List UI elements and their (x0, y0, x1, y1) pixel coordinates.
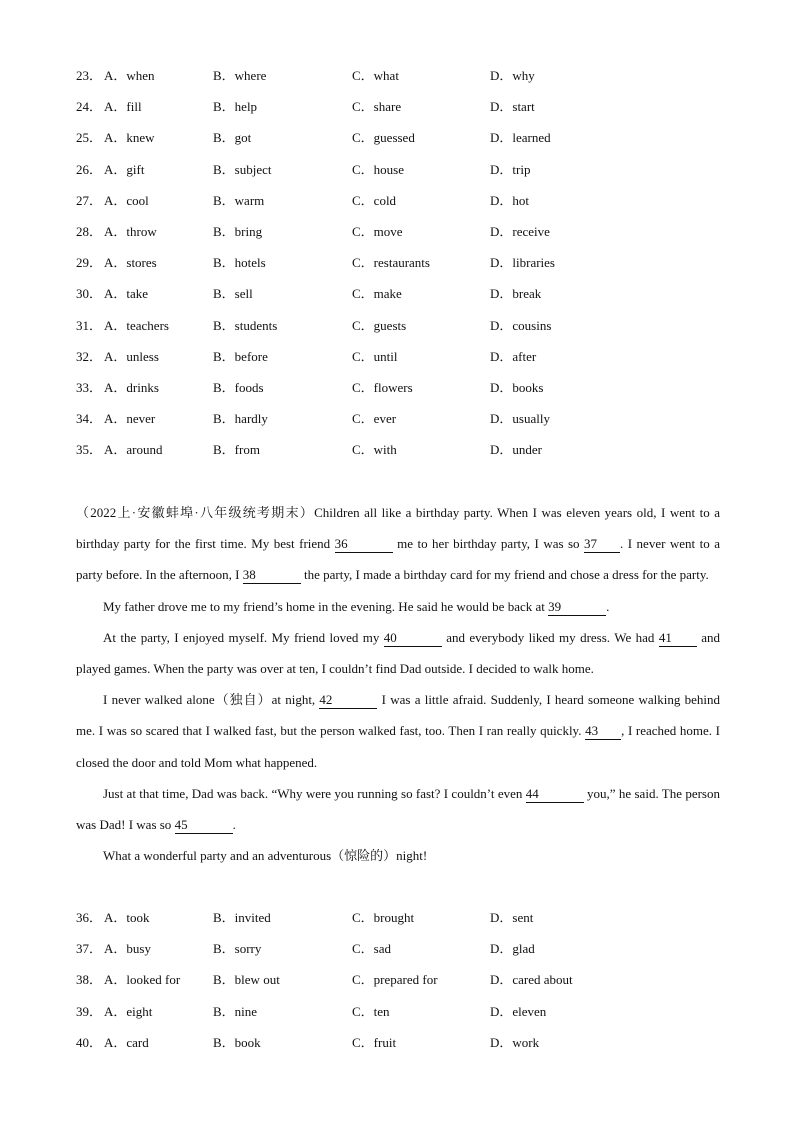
passage-text: you,” he said. The person was Dad! I was so (76, 785, 720, 833)
question-list-bottom (76, 902, 736, 1058)
question-number: 29． (76, 255, 103, 271)
question-row (76, 60, 736, 91)
question-number: 31． (76, 317, 103, 333)
passage-paragraph-3 (76, 622, 720, 684)
question-row (76, 278, 736, 309)
option-b: B．where (213, 68, 267, 83)
option-c: C．restaurants (352, 255, 430, 271)
question-number: 28． (76, 223, 103, 239)
option-a: A．stores (104, 255, 157, 271)
option-c: C．brought (352, 910, 415, 925)
question-list-top (76, 60, 736, 465)
passage-text: and everybody liked my dress. We had (441, 629, 659, 645)
question-number: 26． (76, 161, 103, 177)
option-c: C．guessed (352, 130, 415, 146)
option-b: B．sell (213, 286, 253, 302)
option-b: B．warm (213, 192, 265, 208)
question-number: 24． (76, 99, 103, 115)
passage-text: （2022上·安徽蚌埠·八年级统考期末）Children all like a birthday party. When I was eleven years old, I went to a birthday party for the first time. My best friend (76, 505, 720, 552)
option-a: A．around (104, 442, 163, 458)
question-row (76, 91, 736, 122)
option-d: D．under (490, 442, 542, 458)
option-a: A．gift (104, 161, 145, 177)
blank-43: 43 (585, 723, 621, 740)
option-b: B．got (213, 130, 252, 146)
option-c: C．make (352, 286, 402, 302)
blank-41: 41 (659, 630, 697, 647)
option-d: D．eleven (490, 1003, 547, 1019)
option-d: D．glad (490, 941, 535, 957)
option-b: B．from (213, 442, 260, 458)
option-c: C．house (352, 161, 405, 177)
option-d: D．books (490, 379, 544, 395)
option-c: C．flowers (352, 379, 413, 395)
option-a: A．take (104, 286, 149, 302)
option-a: A．drinks (104, 379, 159, 395)
question-number: 30． (76, 286, 103, 302)
option-b: B．hardly (213, 411, 268, 427)
question-row (76, 902, 736, 933)
passage-paragraph-5 (76, 778, 720, 840)
passage-text: My father drove me to my friend’s home in the evening. He said he would be back at (103, 598, 549, 614)
option-a: A．fill (104, 99, 142, 115)
option-c: C．sad (352, 941, 392, 957)
option-a: A．card (104, 1034, 149, 1050)
option-d: D．cared about (490, 972, 573, 988)
option-b: B．book (213, 1034, 261, 1050)
option-c: C．ten (352, 1003, 390, 1019)
question-row (76, 341, 736, 372)
question-number: 35． (76, 442, 103, 458)
option-c: C．guests (352, 317, 407, 333)
question-row (76, 310, 736, 341)
option-a: A．throw (104, 223, 157, 239)
option-b: B．nine (213, 1003, 258, 1019)
option-c: C．until (352, 348, 398, 364)
question-row (76, 154, 736, 185)
question-row (76, 216, 736, 247)
question-row (76, 403, 736, 434)
option-a: A．never (104, 411, 156, 427)
option-b: B．before (213, 348, 268, 364)
option-d: D．cousins (490, 317, 552, 333)
question-number: 32． (76, 348, 103, 364)
passage-text: I was a little afraid. Suddenly, I heard someone walking behind me. I was so scared that I walked fast, but the person walked fast, too. Then I ran really quickly. (76, 692, 720, 739)
option-a: A．teachers (104, 317, 169, 333)
option-d: D．receive (490, 223, 550, 239)
question-number: 25． (76, 130, 103, 146)
question-row (76, 122, 736, 153)
option-d: D．work (490, 1034, 540, 1050)
option-a: A．eight (104, 1003, 153, 1019)
question-row (76, 434, 736, 465)
option-c: C．cold (352, 192, 397, 208)
blank-40: 40 (384, 630, 442, 647)
option-d: D．sent (490, 910, 534, 925)
blank-37: 37 (584, 536, 620, 553)
question-number: 33． (76, 379, 103, 395)
option-d: D．after (490, 348, 537, 364)
option-d: D．hot (490, 192, 530, 208)
question-row (76, 1027, 736, 1058)
passage-text: . (606, 598, 610, 614)
option-c: C．move (352, 223, 403, 239)
question-number: 38． (76, 972, 103, 988)
passage-text: . I never went to a party before. In the afternoon, I (76, 536, 720, 583)
question-number: 36． (76, 910, 103, 925)
blank-36: 36 (335, 536, 393, 553)
option-c: C．prepared for (352, 972, 438, 988)
question-number: 34． (76, 411, 103, 427)
reading-passage (76, 497, 720, 871)
option-a: A．knew (104, 130, 155, 146)
option-d: D．break (490, 286, 542, 302)
passage-text: What a wonderful party and an adventurous（惊险的）night! (103, 848, 428, 864)
question-row (76, 964, 736, 995)
option-b: B．foods (213, 379, 264, 395)
blank-42: 42 (319, 692, 377, 709)
option-d: D．usually (490, 411, 550, 427)
question-row (76, 247, 736, 278)
question-row (76, 933, 736, 964)
option-b: B．blew out (213, 972, 280, 988)
option-d: D．learned (490, 130, 551, 146)
option-a: A．unless (104, 348, 159, 364)
option-b: B．bring (213, 223, 263, 239)
blank-45: 45 (175, 817, 233, 834)
option-d: D．why (490, 68, 535, 83)
option-c: C．what (352, 68, 399, 83)
option-c: C．ever (352, 411, 397, 427)
option-b: B．students (213, 317, 278, 333)
blank-44: 44 (526, 786, 584, 803)
passage-text: and played games. When the party was over at ten, I couldn’t find Dad outside. I decided to walk home. (76, 629, 720, 677)
question-number: 23． (76, 68, 103, 83)
option-b: B．invited (213, 910, 271, 925)
option-b: B．subject (213, 161, 272, 177)
passage-paragraph-6 (76, 840, 720, 871)
passage-text: me to her birthday party, I was so (392, 536, 585, 552)
option-a: A．when (104, 68, 155, 83)
question-number: 40． (76, 1034, 103, 1050)
question-row (76, 372, 736, 403)
passage-paragraph-4 (76, 684, 720, 778)
blank-38: 38 (243, 567, 301, 584)
passage-paragraph-2 (76, 591, 720, 622)
option-a: A．took (104, 910, 150, 925)
passage-text: , I reached home. I closed the door and told Mom what happened. (76, 723, 721, 770)
option-b: B．help (213, 99, 258, 115)
option-a: A．busy (104, 941, 151, 957)
question-row (76, 185, 736, 216)
option-c: C．share (352, 99, 402, 115)
option-c: C．fruit (352, 1034, 397, 1050)
passage-text: . (232, 817, 236, 833)
option-b: B．sorry (213, 941, 262, 957)
passage-text: I never walked alone（独自）at night, (103, 692, 320, 708)
question-number: 37． (76, 941, 103, 957)
blank-39: 39 (548, 599, 606, 616)
question-number: 39． (76, 1003, 103, 1019)
passage-paragraph-1 (76, 497, 720, 591)
option-a: A．cool (104, 192, 149, 208)
passage-text: Just at that time, Dad was back. “Why were you running so fast? I couldn’t even (103, 785, 526, 801)
option-a: A．looked for (104, 972, 181, 988)
option-d: D．trip (490, 161, 531, 177)
passage-text: the party, I made a birthday card for my friend and chose a dress for the party. (300, 567, 709, 583)
option-d: D．libraries (490, 255, 555, 271)
option-c: C．with (352, 442, 397, 458)
passage-text: At the party, I enjoyed myself. My friend loved my (103, 629, 384, 645)
option-d: D．start (490, 99, 535, 115)
question-row (76, 996, 736, 1027)
option-b: B．hotels (213, 255, 266, 271)
question-number: 27． (76, 192, 103, 208)
